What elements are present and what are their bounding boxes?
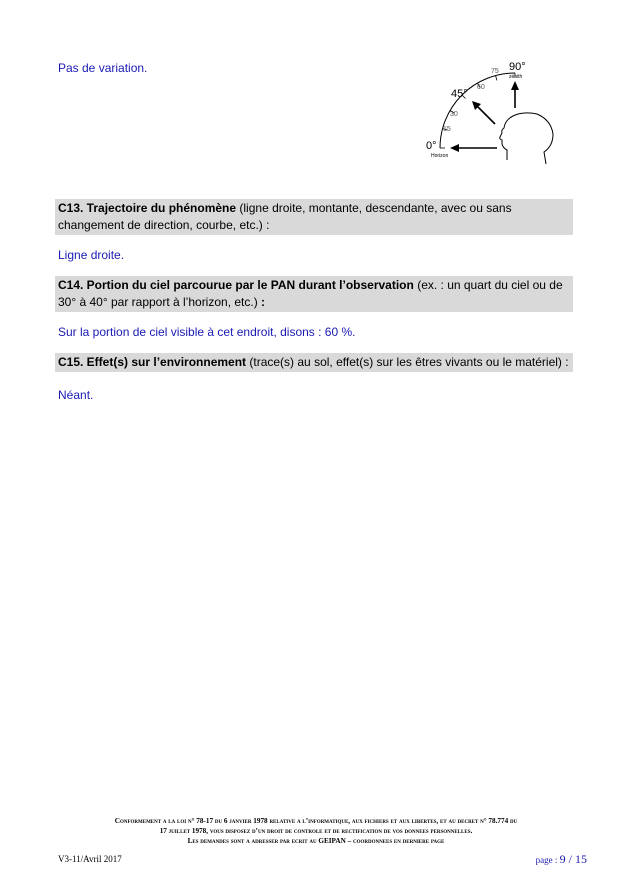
answer-previous: Pas de variation. (58, 61, 148, 75)
label-75: 75 (491, 68, 499, 75)
c13-title: . Trajectoire du phénomène (80, 201, 237, 215)
label-zenith: zénith (509, 74, 523, 80)
c14-colon: : (257, 295, 266, 309)
elevation-angle-diagram (425, 48, 575, 168)
c13-description: (ligne droite, montante, descendante, avec ou sans changement de direction, courbe, etc.) : (58, 201, 512, 232)
label-45: 45° (451, 88, 468, 100)
answer-c14: Sur la portion de ciel visible à cet endroit, disons : 60 %. (58, 325, 356, 339)
question-c13 (55, 199, 573, 235)
c13-label: C13 (58, 201, 81, 215)
version-label: V3-11/Avril 2017 (58, 854, 122, 864)
label-15: 15 (443, 126, 451, 133)
footer-line-1: Conformement a la loi n° 78-17 du 6 janvier 1978 relative a l’informatique, aux fichiers et aux libertes, et au decret n° 78.774 du (114, 817, 518, 825)
question-c14 (55, 276, 573, 312)
page-number (536, 852, 587, 867)
answer-c13: Ligne droite. (58, 248, 125, 262)
label-horizon: Horizon (431, 153, 449, 159)
legal-footer (60, 816, 572, 846)
label-30: 30 (450, 111, 458, 118)
head-silhouette (500, 113, 553, 164)
footer-line-3: Les demandes sont a adresser par ecrit au GEIPAN – coordonnees en derniere page (187, 837, 445, 845)
label-60: 60 (477, 84, 485, 91)
page-label: page : (535, 855, 558, 865)
label-90: 90° (509, 61, 526, 73)
c14-title: C14. Portion du ciel parcourue par le PAN durant l’observation (58, 278, 414, 292)
c15-description: (trace(s) au sol, effet(s) sur les êtres vivants ou le matériel) : (246, 355, 569, 369)
label-0: 0° (426, 140, 437, 152)
question-c15 (55, 353, 573, 372)
footer-line-2: 17 juillet 1978, vous disposez d’un droit de controle et de rectification de vos donnees personnelles. (159, 827, 473, 835)
c15-title: C15. Effet(s) sur l’environnement (58, 355, 247, 369)
page-count: 9 / 15 (559, 852, 587, 866)
c14-description: (ex. : un quart du ciel ou de 30° à 40° par rapport à l’horizon, etc.) (58, 278, 563, 309)
answer-c15: Néant. (58, 388, 94, 402)
